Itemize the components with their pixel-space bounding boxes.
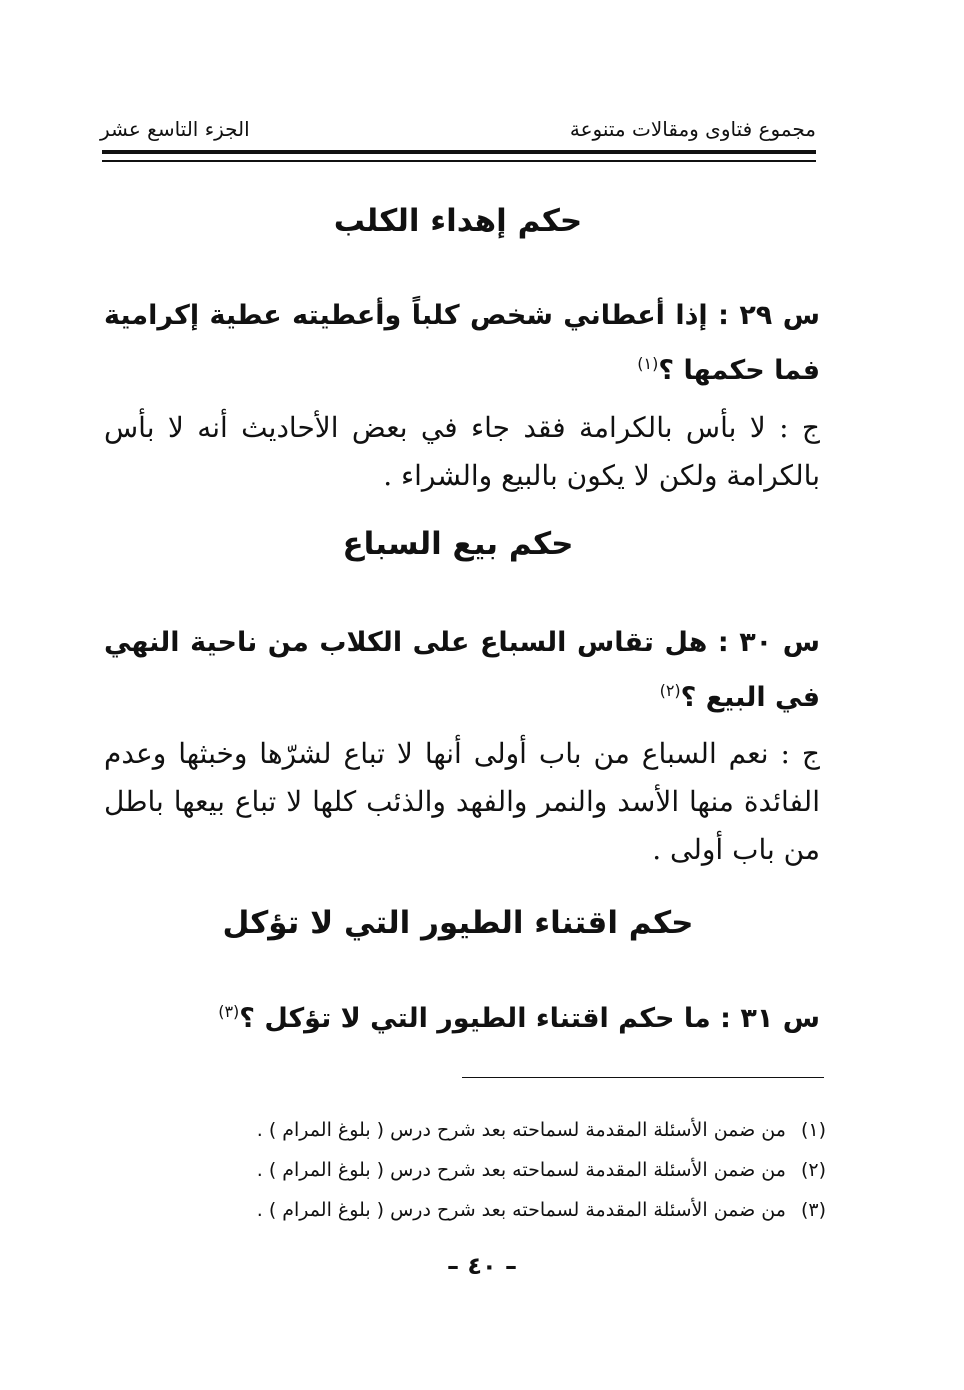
footnote-text: من ضمن الأسئلة المقدمة لسماحته بعد شرح درس ( بلوغ المرام ) .	[256, 1199, 786, 1221]
footnote-text: من ضمن الأسئلة المقدمة لسماحته بعد شرح درس ( بلوغ المرام ) .	[256, 1119, 786, 1141]
footnote-ref: (٣)	[218, 1002, 240, 1021]
footnote-number: (١)	[800, 1119, 826, 1141]
question-29	[104, 292, 820, 395]
question-text: س ٣٠ : هل تقاس السباع على الكلاب من ناحية النهي في البيع ؟	[104, 627, 820, 713]
question-31	[104, 988, 820, 1043]
footnote-3	[110, 1198, 826, 1222]
section-heading-inedible-birds: حكم اقتناء الطيور التي لا تؤكل	[222, 905, 694, 941]
footnote-number: (٣)	[800, 1199, 826, 1221]
footnote-2	[110, 1158, 826, 1182]
section-heading-predators-sale: حكم بيع السباع	[342, 526, 574, 562]
question-text: س ٣١ : ما حكم اقتناء الطيور التي لا تؤكل ؟	[239, 1003, 820, 1034]
book-title: مجموع فتاوى ومقالات متنوعة	[569, 117, 816, 141]
question-30	[104, 619, 820, 722]
header-rule-thick	[102, 150, 816, 154]
question-text: س ٢٩ : إذا أعطاني شخص كلباً وأعطيته عطية إكرامية فما حكمها ؟	[104, 300, 820, 386]
footnote-number: (٢)	[800, 1159, 826, 1181]
section-heading-dog-gift: حكم إهداء الكلب	[333, 203, 583, 239]
footnote-text: من ضمن الأسئلة المقدمة لسماحته بعد شرح درس ( بلوغ المرام ) .	[256, 1159, 786, 1181]
footnote-ref: (٢)	[659, 681, 681, 700]
answer-30: ج : نعم السباع من باب أولى أنها لا تباع لشرّها وخبثها وعدم الفائدة منها الأسد والنمر والفهد والذئب كلها لا تباع بيعها باطل من باب أولى .	[104, 737, 820, 866]
header-rule-thin	[102, 160, 816, 162]
footnote-separator	[462, 1077, 824, 1078]
page-number: – ٤٠ –	[446, 1252, 517, 1280]
answer-29: ج : لا بأس بالكرامة فقد جاء في بعض الأحاديث أنه لا بأس بالكرامة ولكن لا يكون بالبيع والشراء .	[104, 411, 820, 492]
volume-label: الجزء التاسع عشر	[100, 117, 250, 141]
running-header	[100, 112, 816, 146]
footnote-ref: (١)	[637, 354, 659, 373]
footnote-1	[110, 1118, 826, 1142]
